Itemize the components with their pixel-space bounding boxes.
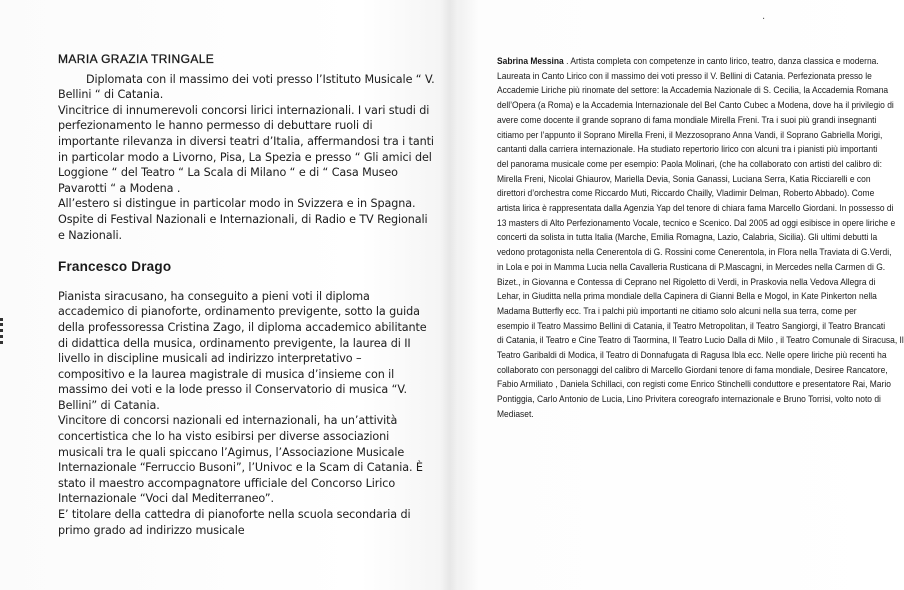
text-line: citiamo per l’appunto il Soprano Mirella Freni, il Mezzosoprano Anna Vandi, il Soprano Gabriella Morigi, [497, 129, 883, 140]
text-line: primo grado ad indirizzo musicale [58, 523, 245, 537]
text-line: in Lola e poi in Mamma Lucia nella Cavalleria Rusticana di P.Mascagni, in Mercedes nella Carmen di G. [497, 261, 886, 272]
bio-name-drago: Francesco Drago [58, 259, 172, 275]
text-line: concerti da solista in tutta Italia (Marche, Emilia Romagna, Lazio, Calabria, Sicilia). Gli ultimi debutti la [497, 232, 878, 243]
text-line: Vincitore di concorsi nazionali ed internazionali, ha un’attività [58, 414, 398, 428]
text-line: stato il maestro accompagnatore ufficiale del Concorso Lirico [58, 476, 396, 490]
text-line: Fabio Armiliato , Daniela Schillaci, con registi come Enrico Stinchelli conduttore e presentatore Rai, Mario [497, 379, 891, 390]
text-line: accademico di pianoforte, ordinamento previgente, sotto la guida [58, 305, 420, 319]
bio-text-drago-2 [58, 413, 423, 538]
text-line: collaborato con personaggi del calibro di Marcello Giordani tenore di fama mondiale, Desiree Rancatore, [497, 364, 888, 375]
bio-name-tringale: MARIA GRAZIA TRINGALE [58, 52, 215, 66]
text-line: Mirella Freni, Nicolai Ghiaurov, Mariella Devia, Sonia Ganassi, Luciana Serra, Katia Ricciarelli e con [497, 173, 871, 184]
text-line: di didattica della musica, ordinamento previgente, la laurea di II [58, 336, 411, 350]
text-line: di Catania, il Teatro e Cine Teatro di Taormina, Il Teatro Lucio Dalla di Milo , il Teatro Comunale di Siracusa, Il [497, 335, 904, 346]
text-line: direttori d’orchestra come Riccardo Muti, Riccardo Chailly, Vladimir Delman, Roberto Abbado). Come [497, 188, 875, 199]
text-line: Ospite di Festival Nazionali e Internazionali, di Radio e TV Regionali [58, 212, 428, 226]
text-line: Madama Butterfly ecc. Tra i palchi più importanti ne citiamo solo alcuni nella sua terra, come per [497, 305, 857, 316]
text-line: Mediaset. [497, 408, 534, 419]
text-line: avere come docente il grande soprano di fama mondiale Mirella Freni. Tra i suoi più grandi insegnanti [497, 114, 877, 125]
text-line: dell’Opera (a Roma) e la Accademia Internazionale del Bel Canto Cubec a Modena, dove ha il privilegio di [497, 100, 894, 111]
text-line: vedono protagonista nella Cenerentola di G. Rossini come Cenerentola, in Flora nella Traviata di G.Verdi, [497, 247, 892, 258]
text-line: massimo dei voti e la lode presso il Conservatorio di musica “V. [58, 383, 407, 397]
text-line: Laureata in Canto Lirico con il massimo dei voti presso il V. Bellini di Catania. Perfezionata presso le [497, 70, 872, 81]
text-line: cantanti dalla carriera internazionale. Ha studiato repertorio lirico con alcuni tra i pianisti più importanti [497, 144, 878, 155]
text-line: perfezionamento le hanno permesso di debuttare ruoli di [58, 119, 373, 133]
bio-text-drago-1 [58, 289, 427, 414]
bio-text-tringale [58, 72, 435, 244]
text-line: Pavarotti “ a Modena . [58, 181, 181, 195]
text-line: Pontiggia, Carlo Antonio de Lucia, Lino Privitera coreografo internazionale e Bruno Torrisi, volto noto di [497, 394, 881, 405]
text-line: importante rilevanza in diversi teatri d’Italia, affermandosi tra i tanti [58, 134, 434, 148]
text-line: Lehar, in Giuditta nella prima mondiale della Capinera di Gianni Bella e Mogol, in Kate Pinkerton nella [497, 291, 877, 302]
text-line: Internazionale “Ferruccio Busoni”, l’Univoc e la Scam di Catania. È [58, 461, 423, 475]
text-line: Loggione “ del Teatro “ La Scala di Milano “ e di “ Casa Museo [58, 166, 398, 180]
text-line: Accademie Liriche più rinomate del settore: la Accademia Nazionale di S. Cecilia, la Accademia Romana [497, 85, 889, 96]
text-line: in particolar modo a Livorno, Pisa, La Spezia e presso “ Gli amici del [58, 150, 432, 164]
page-fold [440, 0, 458, 590]
text-line: All’estero si distingue in particolar modo in Svizzera e in Spagna. [58, 197, 416, 211]
text-line: artista lirica è rappresentata dalla Agenzia Yap del tenore di chiara fama Marcello Giordani. In possesso di [497, 203, 894, 214]
bio-name-messina: Sabrina Messina [497, 56, 564, 66]
text-line: Internazionale “Voci dal Mediterraneo”. [58, 492, 274, 506]
text-line: Diplomata con il massimo dei voti presso l’Istituto Musicale “ V. [86, 72, 435, 86]
text-line: Bellini “ di Catania. [58, 88, 164, 102]
left-page [58, 52, 435, 538]
text-line: della professoressa Cristina Zago, il diploma accademico abilitante [58, 320, 427, 334]
margin-mark [0, 318, 7, 344]
text-line: Sabrina Messina . Artista completa con competenze in canto lirico, teatro, danza classica e moderna. [497, 56, 879, 66]
text-line: concertistica che lo ha visto esibirsi per diverse associazioni [58, 430, 390, 444]
text-line: esempio il Teatro Massimo Bellini di Catania, il Teatro Metropolitan, il Teatro Sangiorgi, il Teatro Brancati [497, 320, 886, 331]
text-line: Bellini” di Catania. [58, 398, 160, 412]
text-line: E’ titolare della cattedra di pianoforte nella scuola secondaria di [58, 508, 411, 522]
right-page [497, 54, 904, 422]
text-line: Teatro Garibaldi di Modica, il Teatro di Donnafugata di Ragusa Ibla ecc. Nelle opere liriche più recenti ha [497, 350, 887, 361]
text-line: e Nazionali. [58, 228, 123, 242]
text-line: del panorama musicale come per esempio: Paola Molinari, (che ha collaborato con artisti del calibro di: [497, 158, 883, 169]
text-line: 13 masters di Alto Perfezionamento Vocale, tecnico e Scenico. Dal 2005 ad oggi esibisce in opere liriche e [497, 217, 896, 228]
scan-speck: · [762, 14, 766, 25]
text-line: compositivo e la laurea magistrale di musica d’insieme con il [58, 367, 395, 381]
text-line: livello in discipline musicali ad indirizzo interpretativo – [58, 352, 362, 366]
text-line: Bizet., in Giovanna e Contessa di Ceprano nel Rigoletto di Verdi, in Praskovia nella Vedova Allegra di [497, 276, 876, 287]
text-line: musicali tra le quali spiccano l’Agimus, l’Associazione Musicale [58, 445, 405, 459]
text-line: Pianista siracusano, ha conseguito a pieni voti il diploma [58, 289, 370, 303]
text-line: Vincitrice di innumerevoli concorsi lirici internazionali. I vari studi di [58, 103, 430, 117]
